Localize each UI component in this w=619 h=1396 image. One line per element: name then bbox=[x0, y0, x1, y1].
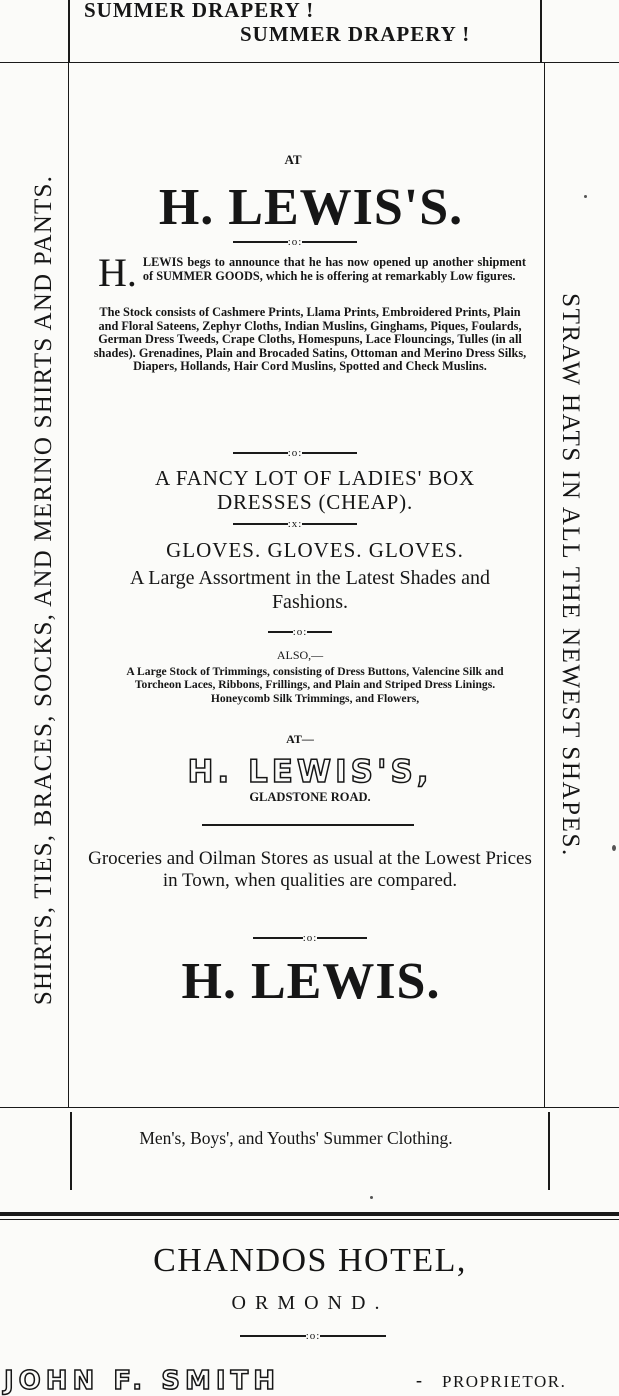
shop-name-outline: H. LEWIS'S, bbox=[187, 754, 433, 790]
print-speck bbox=[370, 1196, 373, 1199]
drop-cap: H. bbox=[98, 250, 137, 295]
header-line-1: SUMMER DRAPERY ! bbox=[84, 0, 315, 22]
proprietor-title: PROPRIETOR. bbox=[442, 1372, 567, 1391]
gloves-heading: GLOVES. GLOVES. GLOVES. bbox=[166, 538, 464, 562]
header-line-2: SUMMER DRAPERY ! bbox=[240, 22, 471, 46]
section-divider-thick bbox=[0, 1212, 619, 1216]
at-dash-label: AT— bbox=[286, 732, 314, 746]
trimmings-paragraph: A Large Stock of Trimmings, consisting of Dress Buttons, Valencine Silk and Torcheon Laces, Ribbons, Frillings, and Plain and Striped Dress Linings. Honeycomb Silk Trimmings, and Flowers, bbox=[126, 665, 504, 705]
right-side-text: STRAW HATS IN ALL THE NEWEST SHAPES. bbox=[557, 293, 584, 857]
frame-left-line-top bbox=[68, 0, 70, 62]
proprietor-name: JOHN F. SMITH bbox=[4, 1366, 280, 1396]
print-speck bbox=[584, 195, 587, 198]
groceries-rule bbox=[202, 824, 414, 826]
divider-5: :o: bbox=[240, 932, 380, 944]
section-divider-thin bbox=[0, 1219, 619, 1220]
print-speck bbox=[612, 845, 616, 851]
divider-1: :o: bbox=[210, 236, 380, 248]
shop-name-heading: H. LEWIS'S. bbox=[158, 179, 464, 236]
left-side-text: SHIRTS, TIES, BRACES, SOCKS, AND MERINO SHIRTS AND PANTS. bbox=[30, 174, 57, 1006]
frame-right-line-main bbox=[544, 62, 545, 1107]
frame-left-line-main bbox=[68, 62, 69, 1107]
groceries-paragraph: Groceries and Oilman Stores as usual at the Lowest Prices in Town, when qualities are compared. bbox=[88, 848, 532, 891]
divider-3: :x: bbox=[210, 518, 380, 530]
at-label: AT bbox=[284, 152, 302, 167]
fancy-lot-heading: A FANCY LOT OF LADIES' BOX DRESSES (CHEAP). bbox=[155, 466, 475, 514]
hotel-divider: :o: bbox=[228, 1330, 398, 1342]
frame-top-rule bbox=[0, 62, 619, 63]
stock-paragraph: The Stock consists of Cashmere Prints, Llama Prints, Embroidered Prints, Plain and Floral Sateens, Zephyr Cloths, Indian Muslins, Ginghams, Piques, Foulards, German Dress Tweeds, Crape Cloths, Homespuns, Lace Flouncings, Tulles (in all shades). Grenadines, Plain and Brocaded Satins, Ottoman and Merino Dress Silks, Diapers, Hollands, Hair Cord Muslins, Spotted and Check Muslins. bbox=[93, 305, 527, 374]
signature-heading: H. LEWIS. bbox=[181, 953, 441, 1010]
also-label: ALSO,— bbox=[276, 648, 324, 662]
frame-left-line-note bbox=[70, 1112, 72, 1190]
assortment-text: A Large Assortment in the Latest Shades and Fashions. bbox=[129, 567, 491, 613]
frame-bottom-rule bbox=[0, 1107, 619, 1108]
intro-paragraph bbox=[92, 250, 526, 295]
proprietor-dash: - bbox=[416, 1370, 422, 1390]
intro-text: LEWIS begs to announce that he has now opened up another shipment of SUMMER GOODS, which he is offering at remarkably Low figures. bbox=[142, 255, 526, 283]
divider-4: :o: bbox=[250, 626, 350, 638]
hotel-town: ORMOND. bbox=[231, 1292, 389, 1314]
frame-right-line-note bbox=[548, 1112, 550, 1190]
address-text: GLADSTONE ROAD. bbox=[249, 790, 371, 804]
hotel-name: CHANDOS HOTEL, bbox=[153, 1242, 467, 1279]
divider-2: :o: bbox=[210, 447, 380, 459]
clothing-note: Men's, Boys', and Youths' Summer Clothing. bbox=[139, 1128, 453, 1148]
